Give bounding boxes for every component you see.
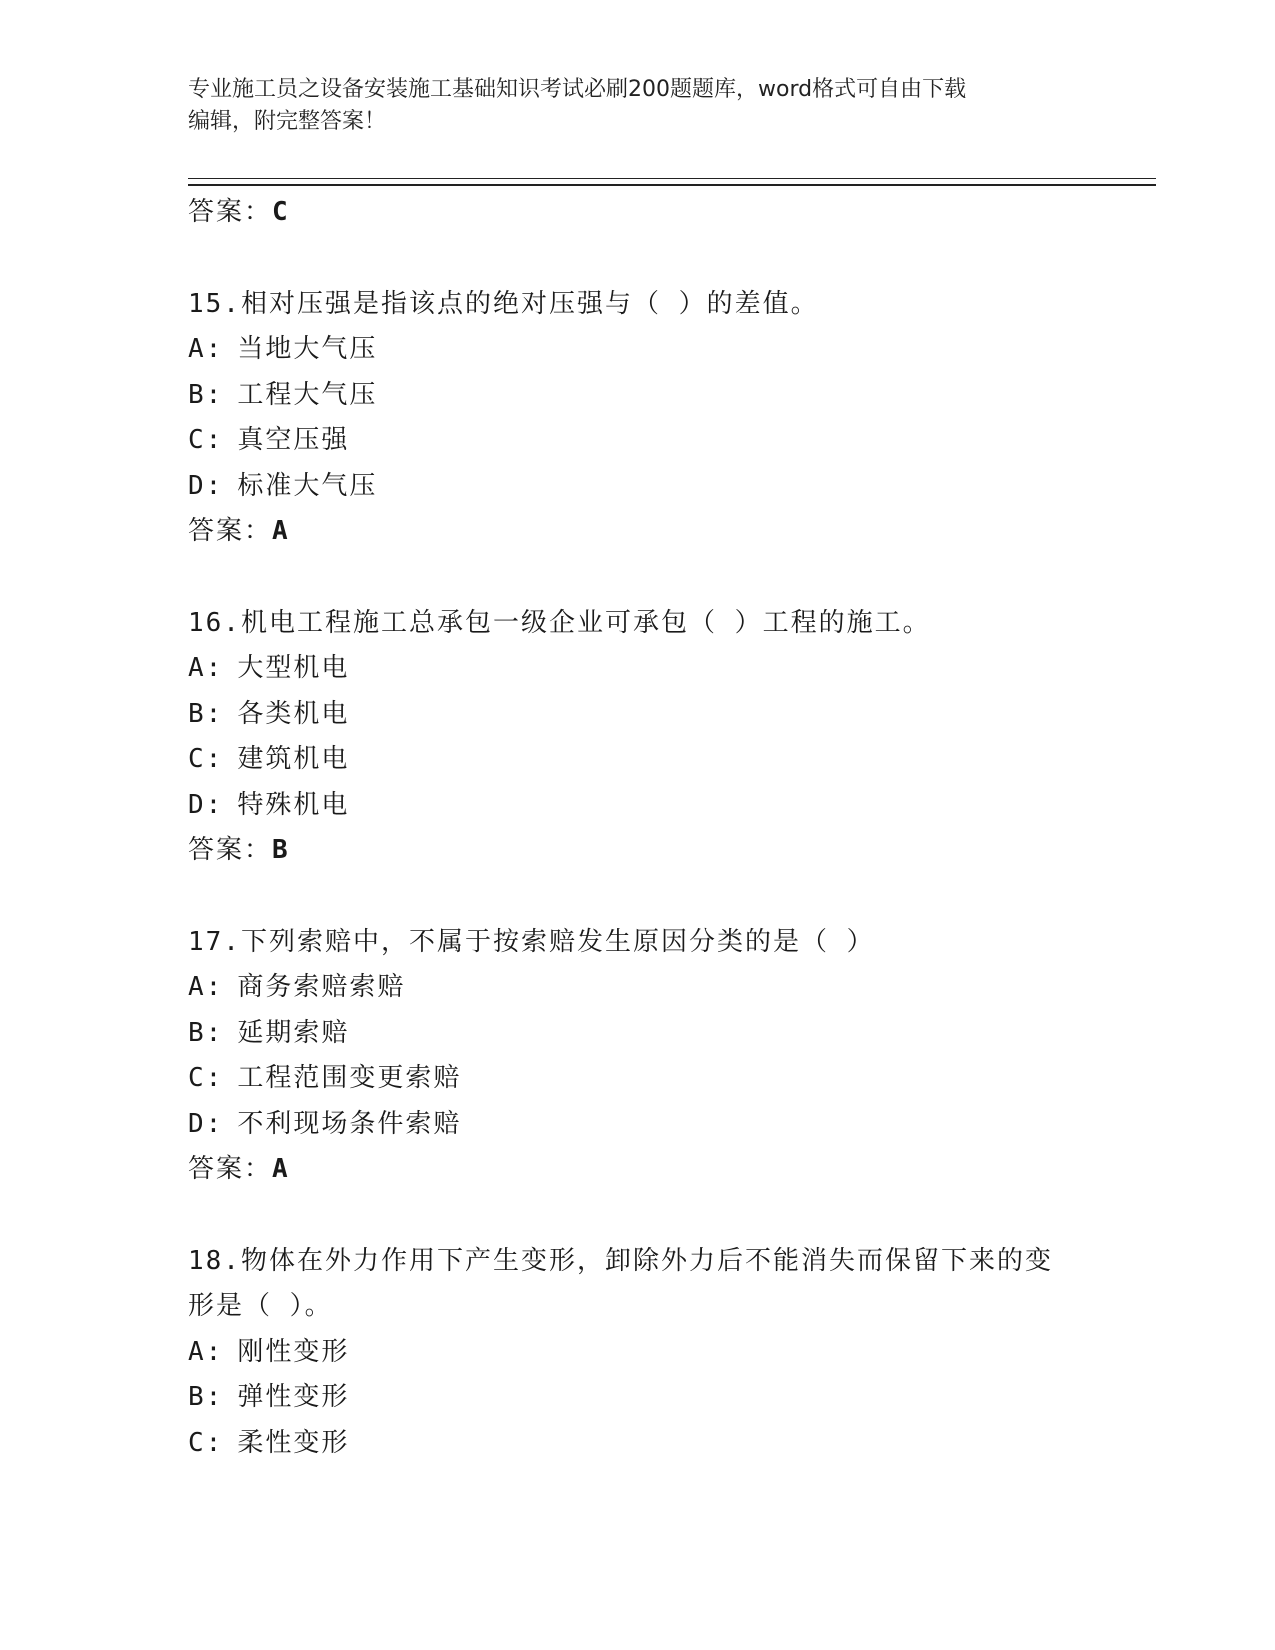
spacer [188, 874, 1128, 920]
option-text: 弹性变形 [237, 1382, 350, 1412]
option-text: 工程大气压 [237, 379, 378, 410]
answer-line [188, 1147, 1128, 1193]
question-text: 15.相对压强是指该点的绝对压强与（ ）的差值。 [188, 288, 819, 319]
option-letter: D: [188, 470, 224, 501]
option-b [188, 692, 1128, 738]
page-header [188, 74, 1068, 138]
option-letter: C: [188, 744, 224, 774]
question-15 [188, 282, 1128, 555]
option-a [188, 646, 1128, 692]
option-text: 当地大气压 [237, 334, 378, 364]
question-18 [188, 1239, 1128, 1467]
answer-label: 答案： [188, 835, 273, 865]
question-text-line-1: 18.物体在外力作用下产生变形，卸除外力后不能消失而保留下来的变 [188, 1245, 1053, 1276]
option-text: 商务索赔索赔 [237, 972, 406, 1002]
spacer [188, 1193, 1128, 1239]
header-title-line-2: 编辑，附完整答案！ [188, 109, 387, 134]
option-letter: B: [188, 698, 224, 729]
option-text: 各类机电 [237, 698, 350, 729]
answer-value: A [272, 516, 290, 546]
option-text: 延期索赔 [237, 1017, 350, 1048]
option-c [188, 418, 1128, 464]
option-c [188, 737, 1128, 783]
question-text: 17.下列索赔中，不属于按索赔发生原因分类的是（ ） [188, 926, 875, 957]
question-text: 16.机电工程施工总承包一级企业可承包（ ）工程的施工。 [188, 607, 931, 638]
option-text: 大型机电 [237, 653, 350, 683]
question-16 [188, 601, 1128, 874]
option-letter: A: [188, 972, 224, 1002]
option-b [188, 373, 1128, 419]
option-letter: A: [188, 653, 224, 683]
option-a [188, 327, 1128, 373]
answer-value: C [272, 197, 290, 227]
option-letter: B: [188, 1382, 224, 1412]
option-letter: C: [188, 1063, 224, 1093]
option-letter: A: [188, 1336, 224, 1367]
answer-value: B [272, 835, 290, 865]
option-letter: D: [188, 789, 224, 820]
option-d [188, 783, 1128, 829]
answer-line [188, 509, 1128, 555]
option-a [188, 965, 1128, 1011]
answer-label: 答案： [188, 516, 273, 546]
answer-value: A [272, 1154, 290, 1184]
option-text: 真空压强 [237, 425, 350, 455]
header-divider [188, 178, 1156, 186]
option-text: 刚性变形 [237, 1336, 350, 1367]
option-text: 工程范围变更索赔 [237, 1063, 462, 1093]
option-d [188, 1102, 1128, 1148]
question-17 [188, 920, 1128, 1193]
answer-line [188, 190, 1128, 236]
answer-label: 答案： [188, 1154, 273, 1184]
option-c [188, 1056, 1128, 1102]
option-b [188, 1375, 1128, 1421]
option-b [188, 1011, 1128, 1057]
option-letter: C: [188, 425, 224, 455]
answer-line [188, 828, 1128, 874]
option-text: 特殊机电 [237, 789, 350, 820]
option-letter: D: [188, 1108, 224, 1139]
option-text: 建筑机电 [237, 744, 350, 774]
option-a [188, 1330, 1128, 1376]
option-d [188, 464, 1128, 510]
option-letter: C: [188, 1427, 224, 1458]
option-text: 不利现场条件索赔 [237, 1108, 462, 1139]
option-c [188, 1421, 1128, 1467]
answer-label: 答案： [188, 197, 273, 227]
header-title-line-1: 专业施工员之设备安装施工基础知识考试必刷200题题库，word格式可自由下载 [188, 77, 967, 102]
spacer [188, 555, 1128, 601]
question-list [188, 190, 1128, 1466]
option-text: 柔性变形 [237, 1427, 350, 1458]
option-letter: B: [188, 379, 224, 410]
question-text-line-2: 形是（ ）。 [188, 1291, 333, 1321]
spacer [188, 236, 1128, 282]
option-text: 标准大气压 [237, 470, 378, 501]
option-letter: B: [188, 1017, 224, 1048]
option-letter: A: [188, 334, 224, 364]
